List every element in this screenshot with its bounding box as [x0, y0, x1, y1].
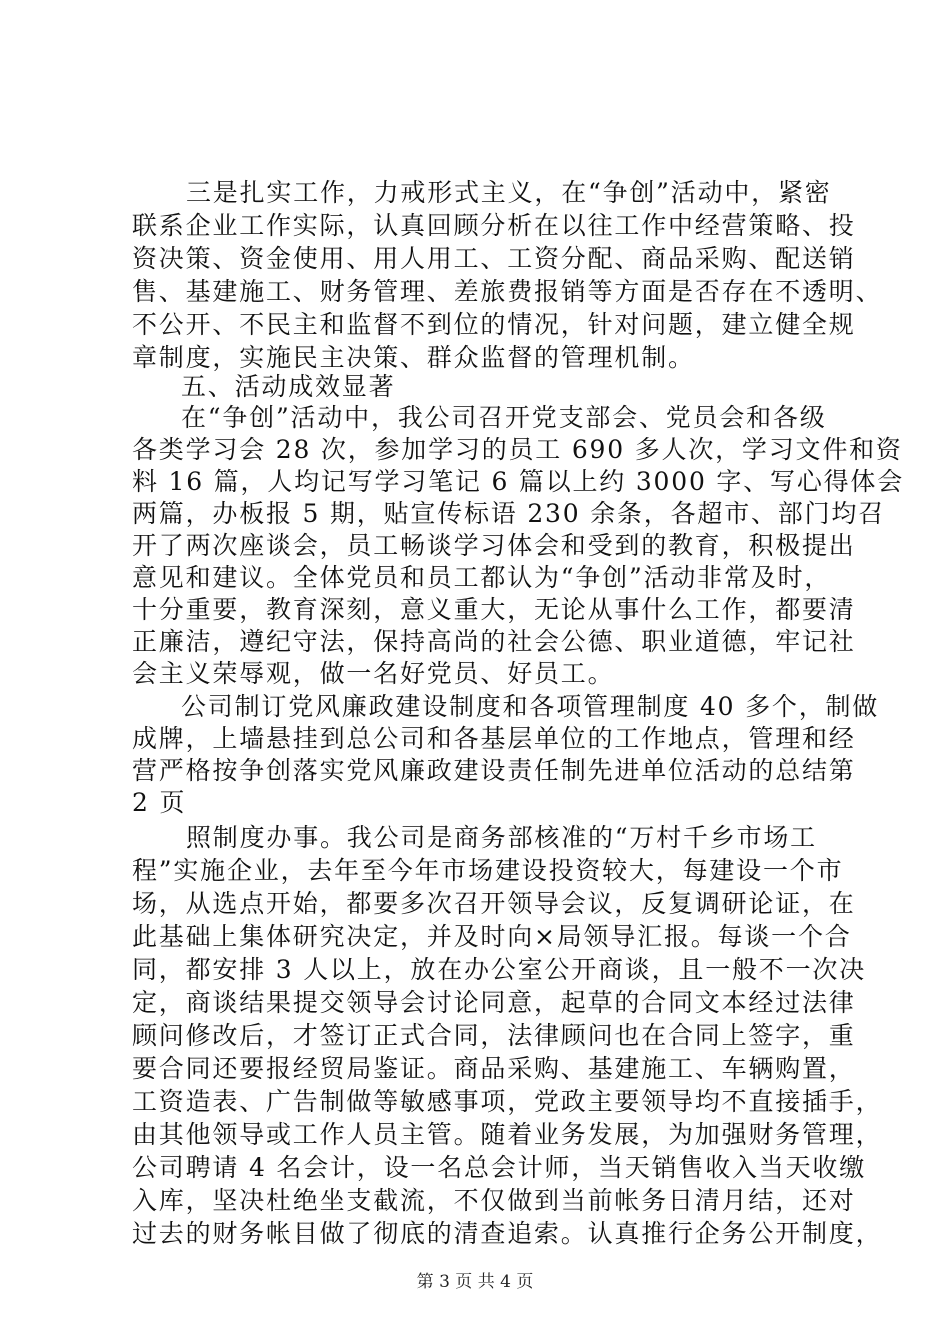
text-line: 开了两次座谈会，员工畅谈学习体会和受到的教育，积极提出	[132, 531, 856, 560]
text-line: 各类学习会 28 次，参加学习的员工 690 多人次，学习文件和资	[132, 435, 903, 464]
text-line: 售、基建施工、财务管理、差旅费报销等方面是否存在不透明、	[132, 277, 883, 306]
text-line: 程”实施企业，去年至今年市场建设投资较大，每建设一个市	[132, 856, 844, 885]
text-line: 两篇，办板报 5 期，贴宣传标语 230 余条，各超市、部门均召	[132, 499, 886, 528]
text-line: 意见和建议。全体党员和员工都认为“争创”活动非常及时，	[132, 563, 832, 592]
section-heading: 五、活动成效显著	[181, 372, 396, 401]
text-line: 会主义荣辱观，做一名好党员、好员工。	[132, 659, 615, 688]
text-line: 同，都安排 3 人以上，放在办公室公开商谈，且一般不一次决	[132, 955, 867, 984]
text-line: 料 16 篇，人均记写学习笔记 6 篇以上约 3000 字、写心得体会	[132, 467, 905, 496]
text-line: 顾问修改后，才签订正式合同，法律顾问也在合同上签字，重	[132, 1021, 856, 1050]
text-line: 十分重要，教育深刻，意义重大，无论从事什么工作，都要清	[132, 595, 856, 624]
text-line: 此基础上集体研究决定，并及时向×局领导汇报。每谈一个合	[132, 922, 852, 951]
text-line: 定，商谈结果提交领导会讨论同意，起草的合同文本经过法律	[132, 988, 856, 1017]
text-line: 公司聘请 4 名会计，设一名总会计师，当天销售收入当天收缴	[132, 1153, 867, 1182]
text-line: 场，从选点开始，都要多次召开领导会议，反复调研论证，在	[132, 889, 856, 918]
text-line: 过去的财务帐目做了彻底的清查追索。认真推行企务公开制度，	[132, 1219, 883, 1248]
text-line: 工资造表、广告制做等敏感事项，党政主要领导均不直接插手，	[132, 1087, 883, 1116]
page-footer: 第 3 页 共 4 页	[416, 1272, 534, 1292]
text-line: 要合同还要报经贸局鉴证。商品采购、基建施工、车辆购置，	[132, 1054, 856, 1083]
text-line: 章制度，实施民主决策、群众监督的管理机制。	[132, 343, 695, 372]
text-line: 资决策、资金使用、用人用工、工资分配、商品采购、配送销	[132, 244, 856, 273]
text-line: 联系企业工作实际，认真回顾分析在以往工作中经营策略、投	[132, 211, 856, 240]
text-line: 公司制订党风廉政建设制度和各项管理制度 40 多个，制做	[181, 692, 880, 721]
text-line: 在“争创”活动中，我公司召开党支部会、党员会和各级	[181, 403, 827, 432]
page-ref: 2 页	[132, 788, 187, 817]
text-line: 照制度办事。我公司是商务部核准的“万村千乡市场工	[186, 823, 817, 852]
text-line: 由其他领导或工作人员主管。随着业务发展，为加强财务管理，	[132, 1120, 883, 1149]
text-line: 入库，坚决杜绝坐支截流，不仅做到当前帐务日清月结，还对	[132, 1186, 856, 1215]
text-line: 正廉洁，遵纪守法，保持高尚的社会公德、职业道德，牢记社	[132, 627, 856, 656]
text-line: 不公开、不民主和监督不到位的情况，针对问题，建立健全规	[132, 310, 856, 339]
text-line: 三是扎实工作，力戒形式主义，在“争创”活动中，紧密	[186, 178, 832, 207]
text-line: 营严格按争创落实党风廉政建设责任制先进单位活动的总结第	[132, 756, 856, 785]
text-line: 成牌，上墙悬挂到总公司和各基层单位的工作地点，管理和经	[132, 724, 856, 753]
